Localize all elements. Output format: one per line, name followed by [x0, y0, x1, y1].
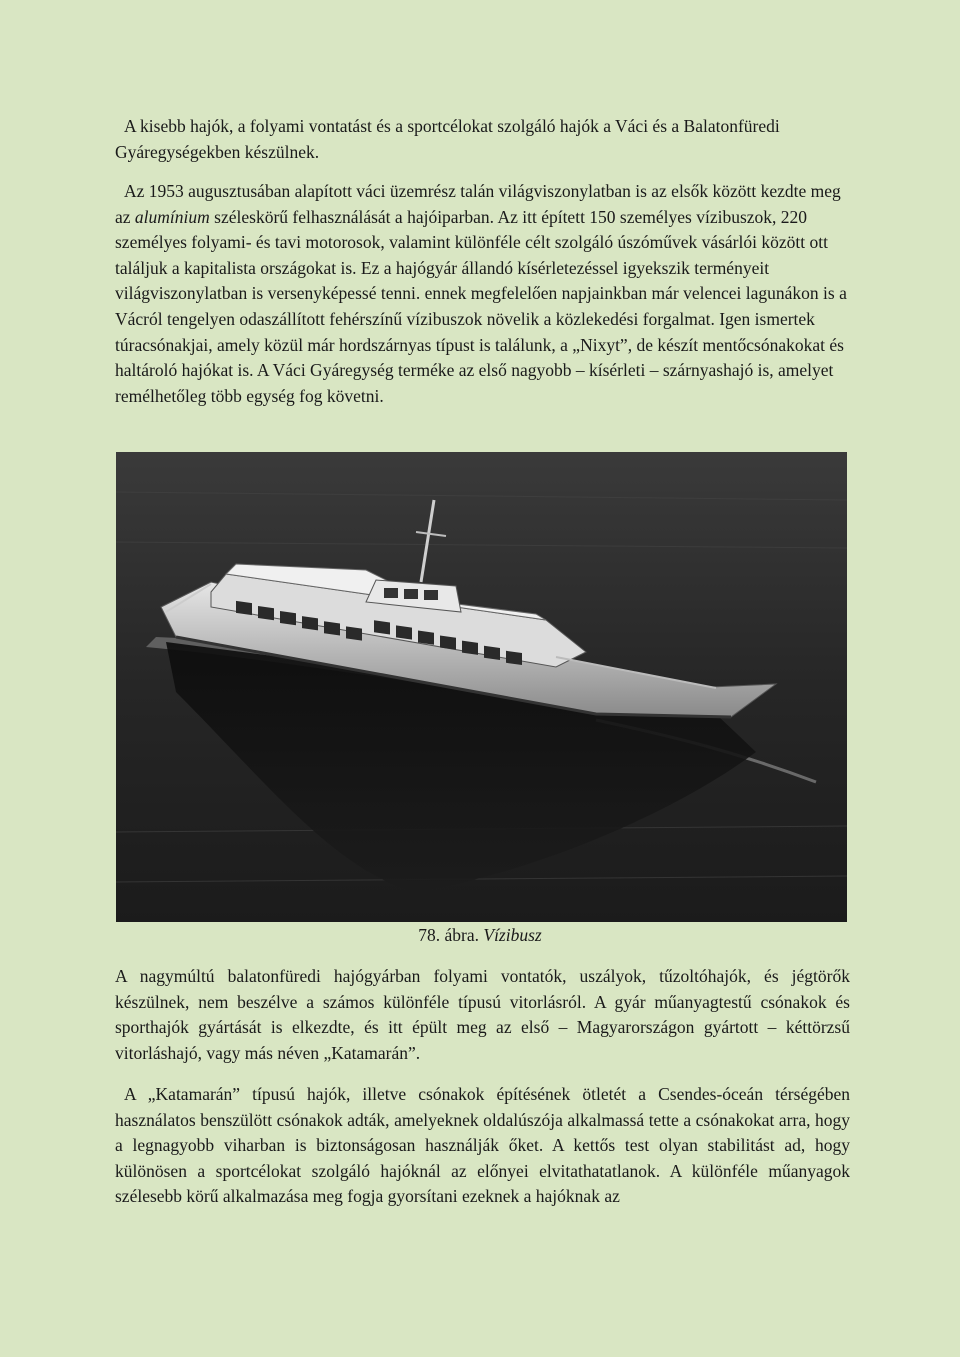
paragraph-vac-plant-part2: széleskörű felhasználását a hajóiparban. Az itt épített 150 személyes vízibuszok, 220 személyes folyami- és tavi motorosok, valamint különféle célt szolgáló úszóművek vásárlói között ott találjuk a kapitalista országokat is. Ez a hajógyár állandó kísérletezéssel igyekszik terményeit világviszonylatban is versenyképessé tenni. ennek megfelelően napjainkban már velencei lagunákon is a Vácról tengelyen odaszállított fehérszínű vízibuszok növelik a közlekedési forgalmat. Igen ismertek túracsónakjai, amely közül már hordszárnyas típust is találunk, a „Nixyt”, de készít mentőcsónakokat és haltároló hajókat is. A Váci Gyáregység terméke az első nagyobb – kísérleti – szárnyashajó is, amelyet remélhetőleg több egység fog követni.: [115, 206, 847, 406]
waterbus-photo: [116, 452, 847, 922]
paragraph-vac-plant-part1: Az 1953 augusztusában alapított váci üzemrész talán világviszonylatban is az elsők között kezdte meg az: [115, 181, 841, 227]
figure-number: 78. ábra.: [418, 925, 479, 945]
paragraph-vac-plant: [115, 179, 850, 409]
figure-caption: [0, 924, 960, 946]
paragraph-balatonfured: A nagymúltú balatonfüredi hajógyárban folyami vontatók, uszályok, tűzoltóhajók, és jégtörők készülnek, nem beszélve a számos különféle típusú vitorlásról. A gyár műanyagtestű csónakok és sporthajók gyártását is elkezdte, és itt épült meg az első – Magyarországon gyártott – kéttörzsű vitorláshajó, vagy más néven „Katamarán”.: [115, 966, 850, 1063]
paragraph-small-ships: A kisebb hajók, a folyami vontatást és a sportcélokat szolgáló hajók a Váci és a Balatonfüredi Gyáregységekben készülnek.: [115, 116, 780, 162]
emphasis-aluminium: alumínium: [134, 206, 210, 227]
paragraph-katamaran: A „Katamarán” típusú hajók, illetve csónakok építésének ötletét a Csendes-óceán térségében használatos benszülött csónakok adták, amelyeknek oldalúszója alkalmassá tette a csónakokat arra, hogy a legnagyobb viharban is biztonságosan használják őket. A kettős test olyan stabilitást ad, hogy különösen a sportcélokat szolgáló hajóknál az előnyei elvitathatatlanok. A különféle műanyagok szélesebb körű alkalmazása meg fogja gyorsítani ezeknek a hajóknak az: [115, 1084, 850, 1207]
figure-title: Vízibusz: [483, 925, 542, 945]
